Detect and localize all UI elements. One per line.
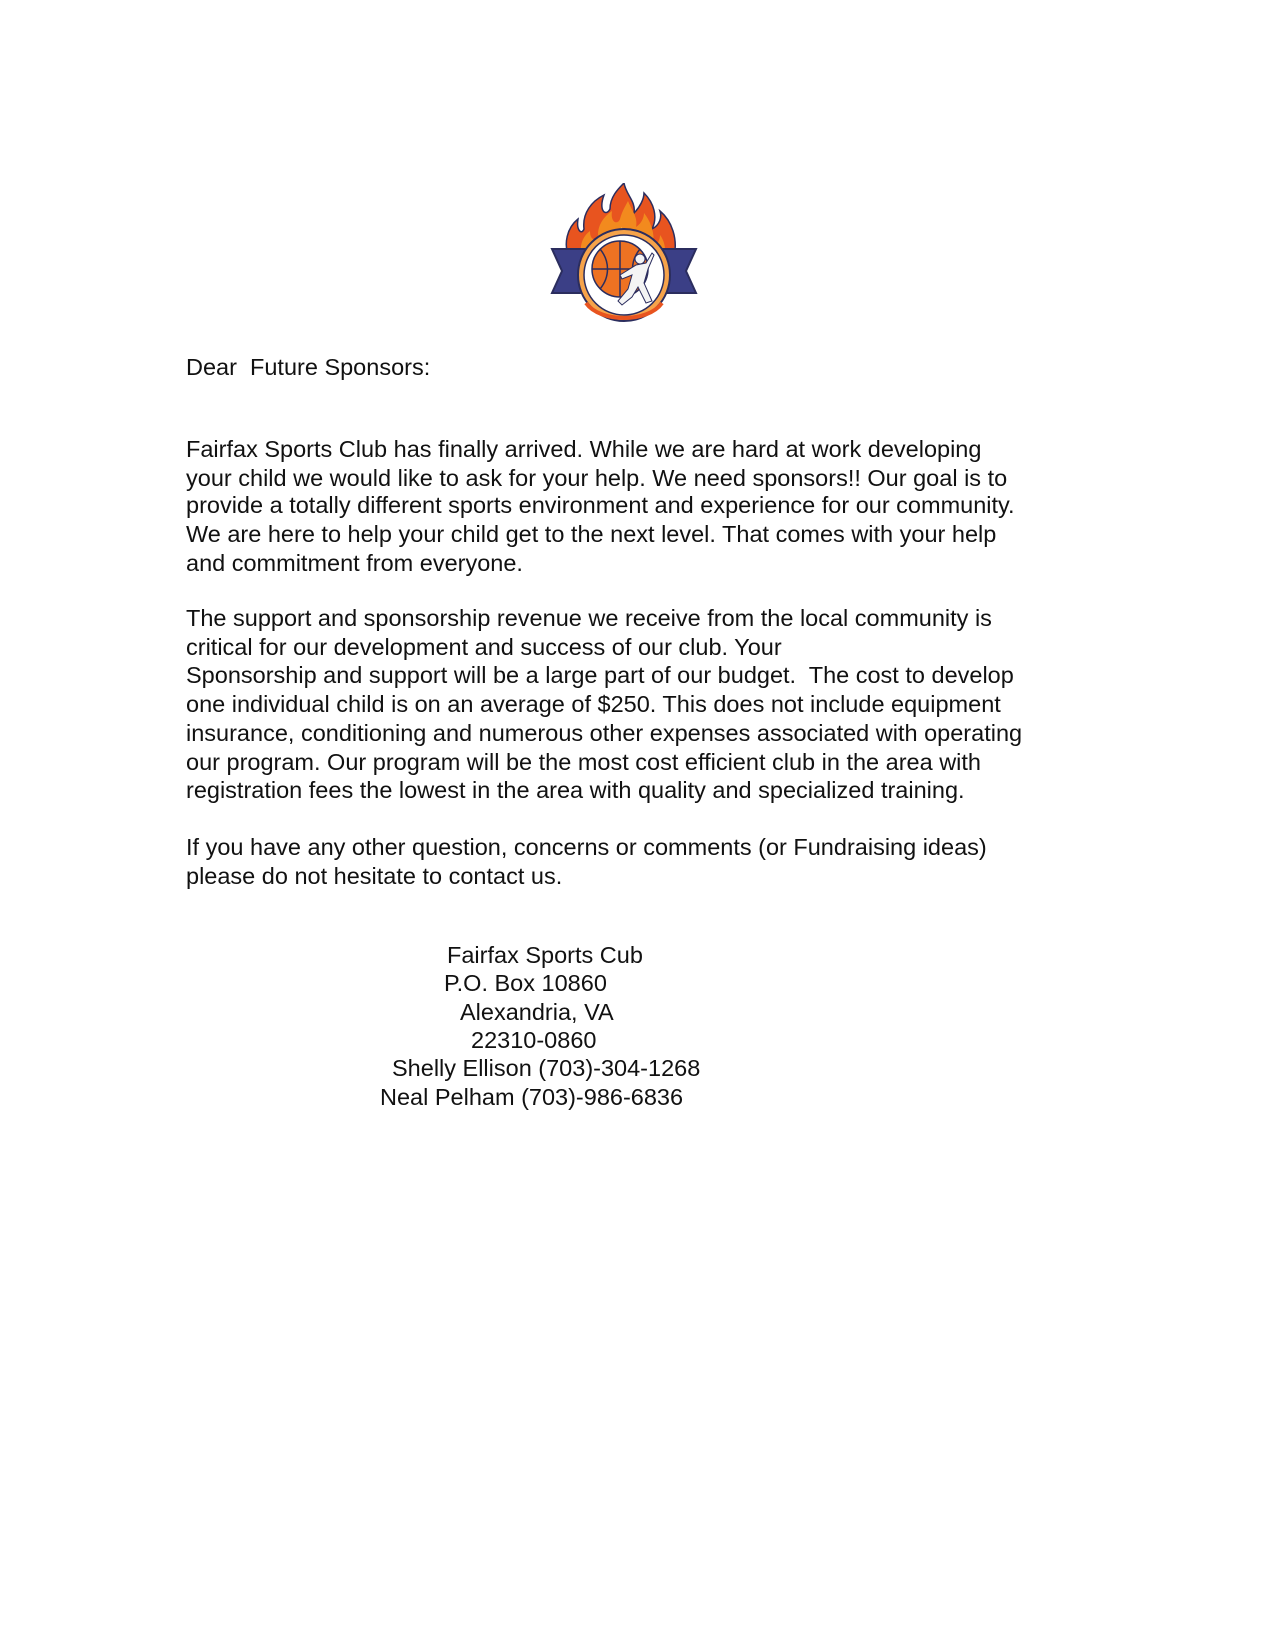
paragraph-line: We are here to help your child get to the next level. That comes with your help — [186, 521, 997, 548]
paragraph-line: provide a totally different sports environment and experience for our community. — [186, 492, 1015, 519]
signature-org: Fairfax Sports Cub — [447, 942, 643, 968]
signature-zip: 22310-0860 — [471, 1027, 597, 1053]
paragraph-line: insurance, conditioning and numerous other expenses associated with operating — [186, 719, 1023, 746]
paragraph-line: please do not hesitate to contact us. — [186, 862, 563, 889]
paragraph-line: The support and sponsorship revenue we receive from the local community is — [186, 605, 992, 631]
paragraph-line: registration fees the lowest in the area with quality and specialized training. — [186, 777, 965, 804]
signature-contact-shelly: Shelly Ellison (703)-304-1268 — [392, 1055, 701, 1081]
paragraph-line: Fairfax Sports Club has finally arrived. While we are hard at work developing — [186, 436, 982, 462]
signature-po-box: P.O. Box 10860 — [444, 970, 607, 996]
paragraph-line: Sponsorship and support will be a large part of our budget. The cost to develop — [186, 662, 1014, 689]
signature-contact-neal: Neal Pelham (703)-986-6836 — [380, 1084, 684, 1110]
paragraph-line: If you have any other question, concerns or comments (or Fundraising ideas) — [186, 834, 987, 860]
paragraph-line: critical for our development and success of our club. Your — [186, 633, 782, 660]
signature-city-state: Alexandria, VA — [460, 999, 614, 1025]
paragraph-line: one individual child is on an average of $250. This does not include equipment — [186, 691, 1001, 718]
paragraph-line: your child we would like to ask for your help. We need sponsors!! Our goal is to — [186, 464, 1008, 491]
salutation: Dear Future Sponsors: — [186, 354, 431, 380]
club-logo — [548, 183, 700, 331]
paragraph-line: and commitment from everyone. — [186, 549, 523, 576]
paragraph-line: our program. Our program will be the most cost efficient club in the area with — [186, 748, 982, 775]
